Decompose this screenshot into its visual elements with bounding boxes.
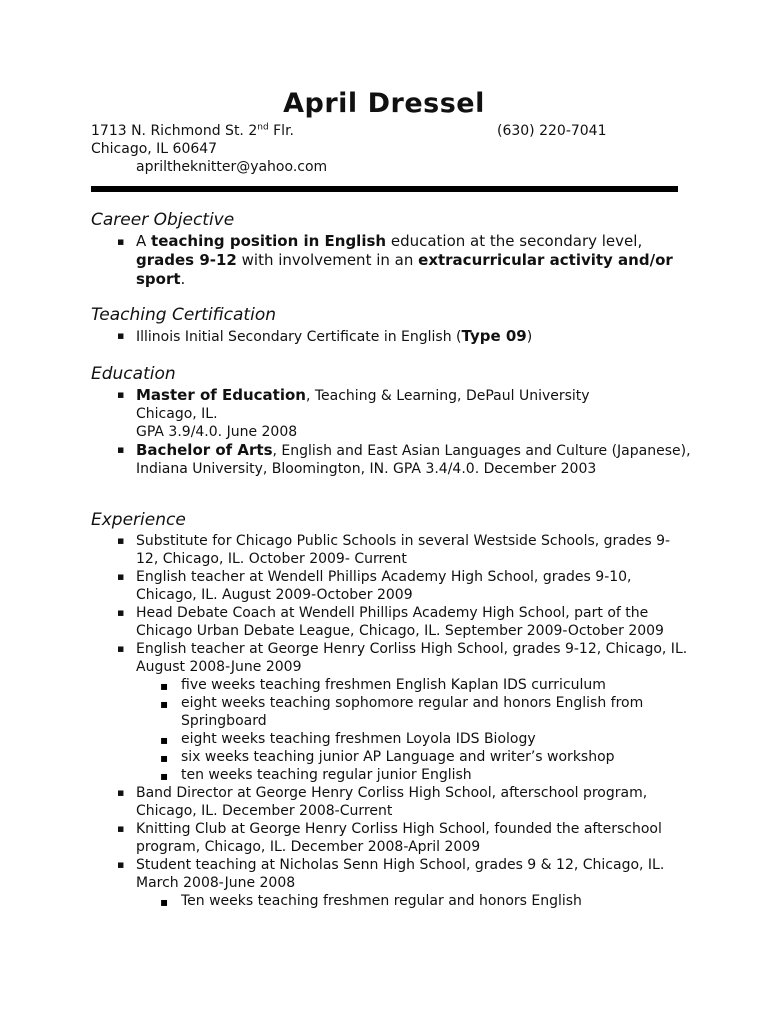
experience-item: ▪ English teacher at Wendell Phillips Academy High School, grades 9-10, Chicago, IL. August 2009-October 2009 (91, 568, 691, 604)
phone-number: (630) 220-7041 (497, 123, 607, 139)
sub-item: ▪ Ten weeks teaching freshmen regular and honors English (136, 892, 691, 910)
sub-item: ▪ six weeks teaching junior AP Language and writer’s workshop (136, 748, 691, 766)
experience-sublist (136, 892, 691, 910)
text-run: Student teaching at Nicholas Senn High School, grades 9 & 12, Chicago, IL. March 2008-June 2008 (136, 857, 665, 891)
section-title: Experience (91, 510, 186, 530)
text-run-bold: grades 9-12 (136, 251, 237, 269)
section-title: Career Objective (91, 210, 235, 230)
education-item (91, 441, 691, 478)
experience-sublist (136, 676, 691, 784)
text-run-bold: teaching position in English (151, 232, 387, 250)
experience-item (91, 640, 691, 784)
text-run: GPA 3.9/4.0. June 2008 (136, 424, 298, 440)
degree-title: Master of Education (136, 386, 306, 404)
section-title: Education (91, 364, 176, 384)
education-list (91, 386, 691, 478)
section-education (91, 364, 691, 478)
text-run: English teacher at George Henry Corliss High School, grades 9-12, Chicago, IL. August 2008-June 2009 (136, 641, 688, 675)
text-run: , English and East Asian Languages and Culture (Japanese), Indiana University, Bloomington, IN. GPA 3.4/4.0. December 2003 (136, 443, 691, 477)
certification-list (91, 327, 691, 346)
header-divider (91, 186, 678, 192)
section-teaching-certification (91, 305, 691, 346)
experience-item: ▪ Knitting Club at George Henry Corliss High School, founded the afterschool program, Chicago, IL. December 2008-April 2009 (91, 820, 691, 856)
experience-item: ▪ Head Debate Coach at Wendell Phillips Academy High School, part of the Chicago Urban Debate League, Chicago, IL. September 2009-October 2009 (91, 604, 691, 640)
experience-item (91, 856, 691, 910)
section-experience (91, 510, 691, 910)
text-run: , Teaching & Learning, DePaul University (305, 388, 590, 404)
text-run: education at the secondary level, (386, 232, 643, 250)
sub-item: ▪ eight weeks teaching freshmen Loyola IDS Biology (136, 730, 691, 748)
resume-name: April Dressel (283, 88, 485, 119)
text-run-bold: extracurricular activity and/or sport (136, 251, 673, 288)
experience-item: ▪ Band Director at George Henry Corliss High School, afterschool program, Chicago, IL. December 2008-Current (91, 784, 691, 820)
certificate-type: Type 09 (461, 327, 527, 345)
address-line-1 (91, 122, 294, 140)
address-floor: Flr. (268, 123, 294, 139)
experience-list (91, 532, 691, 910)
certification-item (91, 327, 691, 346)
experience-item: ▪ Substitute for Chicago Public Schools in several Westside Schools, grades 9-12, Chicago, IL. October 2009- Current (91, 532, 691, 568)
text-run: ) (526, 329, 533, 345)
text-run: Chicago, IL. (136, 406, 218, 422)
degree-title: Bachelor of Arts (136, 441, 273, 459)
sub-item: ▪ ten weeks teaching regular junior English (136, 766, 691, 784)
text-run: . (180, 270, 186, 288)
sub-item: ▪ eight weeks teaching sophomore regular and honors English from Springboard (136, 694, 691, 730)
address-ordinal: nd (257, 122, 269, 133)
education-item (91, 386, 691, 441)
section-career-objective (91, 210, 691, 289)
objective-item (91, 232, 691, 289)
text-run: Illinois Initial Secondary Certificate in English ( (136, 329, 462, 345)
sub-item: ▪ five weeks teaching freshmen English Kaplan IDS curriculum (136, 676, 691, 694)
text-run: with involvement in an (236, 251, 419, 269)
objective-list (91, 232, 691, 289)
email-address: apriltheknitter@yahoo.com (136, 159, 328, 175)
section-title: Teaching Certification (91, 305, 276, 325)
address-street: 1713 N. Richmond St. 2 (91, 123, 258, 139)
address-line-2: Chicago, IL 60647 (91, 141, 218, 157)
text-run: A (136, 232, 152, 250)
